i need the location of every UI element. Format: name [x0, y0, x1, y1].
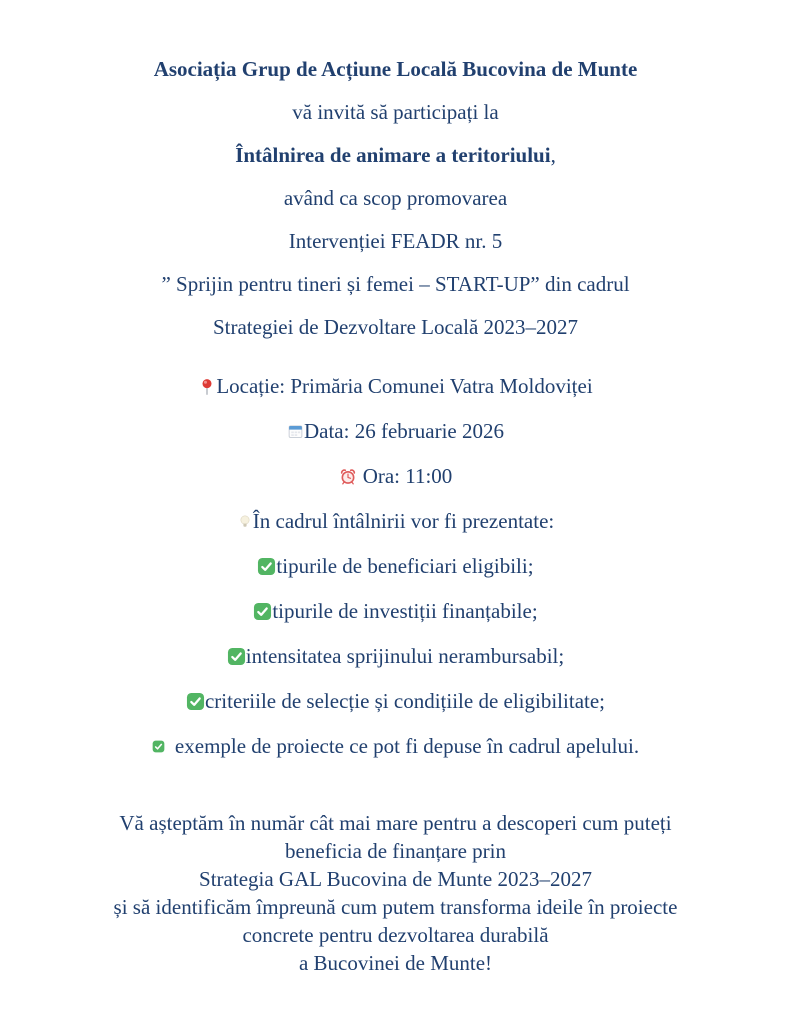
agenda-item-text: tipurile de beneficiari eligibili; [276, 554, 534, 578]
details-block [0, 364, 791, 499]
location-pin-icon [198, 378, 216, 396]
location-line [0, 364, 791, 409]
calendar-icon [287, 423, 304, 440]
closing-line: Vă așteptăm în număr cât mai mare pentru a descoperi cum puteți [119, 811, 672, 835]
checkmark-icon [186, 692, 205, 711]
agenda-item [0, 589, 791, 634]
time-line [0, 454, 791, 499]
lightbulb-icon [237, 514, 253, 530]
measure-line: ” Sprijin pentru tineri și femei – START-UP” din cadrul [161, 272, 630, 296]
time-text: Ora: 11:00 [362, 464, 453, 488]
agenda-item-text: tipurile de investiții finanțabile; [272, 599, 538, 623]
header-block [0, 48, 791, 349]
intervention-line: Intervenției FEADR nr. 5 [288, 229, 503, 253]
location-text: Locație: Primăria Comunei Vatra Moldoviței [216, 374, 593, 398]
closing-line: și să identificăm împreună cum putem transforma ideile în proiecte [113, 895, 678, 919]
agenda-item [0, 724, 791, 769]
closing-line: concrete pentru dezvoltarea durabilă [242, 923, 549, 947]
agenda-item [0, 544, 791, 589]
agenda-item-text: criteriile de selecție și condițiile de eligibilitate; [204, 689, 605, 713]
organization-name: Asociația Grup de Acțiune Locală Bucovina de Munte [153, 57, 638, 81]
agenda-block [0, 499, 791, 769]
alarm-clock-icon [339, 468, 357, 486]
agenda-intro-text: În cadrul întâlnirii vor fi prezentate: [252, 509, 555, 533]
date-text: Data: 26 februarie 2026 [303, 419, 504, 443]
purpose-line: având ca scop promovarea [283, 186, 508, 210]
closing-line: beneficia de finanțare prin [285, 839, 506, 863]
date-line [0, 409, 791, 454]
agenda-intro-line [0, 499, 791, 544]
event-title-line [0, 134, 791, 177]
event-title: Întâlnirea de animare a teritoriului [235, 143, 551, 167]
closing-line: a Bucovinei de Munte! [298, 951, 493, 975]
closing-line: Strategia GAL Bucovina de Munte 2023–2027 [199, 867, 592, 891]
agenda-item-text: intensitatea sprijinului nerambursabil; [245, 644, 565, 668]
checkmark-small-icon [152, 740, 165, 753]
invite-line: vă invită să participați la [292, 100, 499, 124]
strategy-line: Strategiei de Dezvoltare Locală 2023–2027 [212, 315, 579, 339]
agenda-item [0, 679, 791, 724]
event-title-suffix: , [550, 143, 556, 167]
closing-block [0, 809, 791, 977]
checkmark-icon [253, 602, 272, 621]
checkmark-icon [257, 557, 276, 576]
agenda-item [0, 634, 791, 679]
checkmark-icon [227, 647, 246, 666]
agenda-item-text: exemple de proiecte ce pot fi depuse în cadrul apelului. [174, 734, 640, 758]
